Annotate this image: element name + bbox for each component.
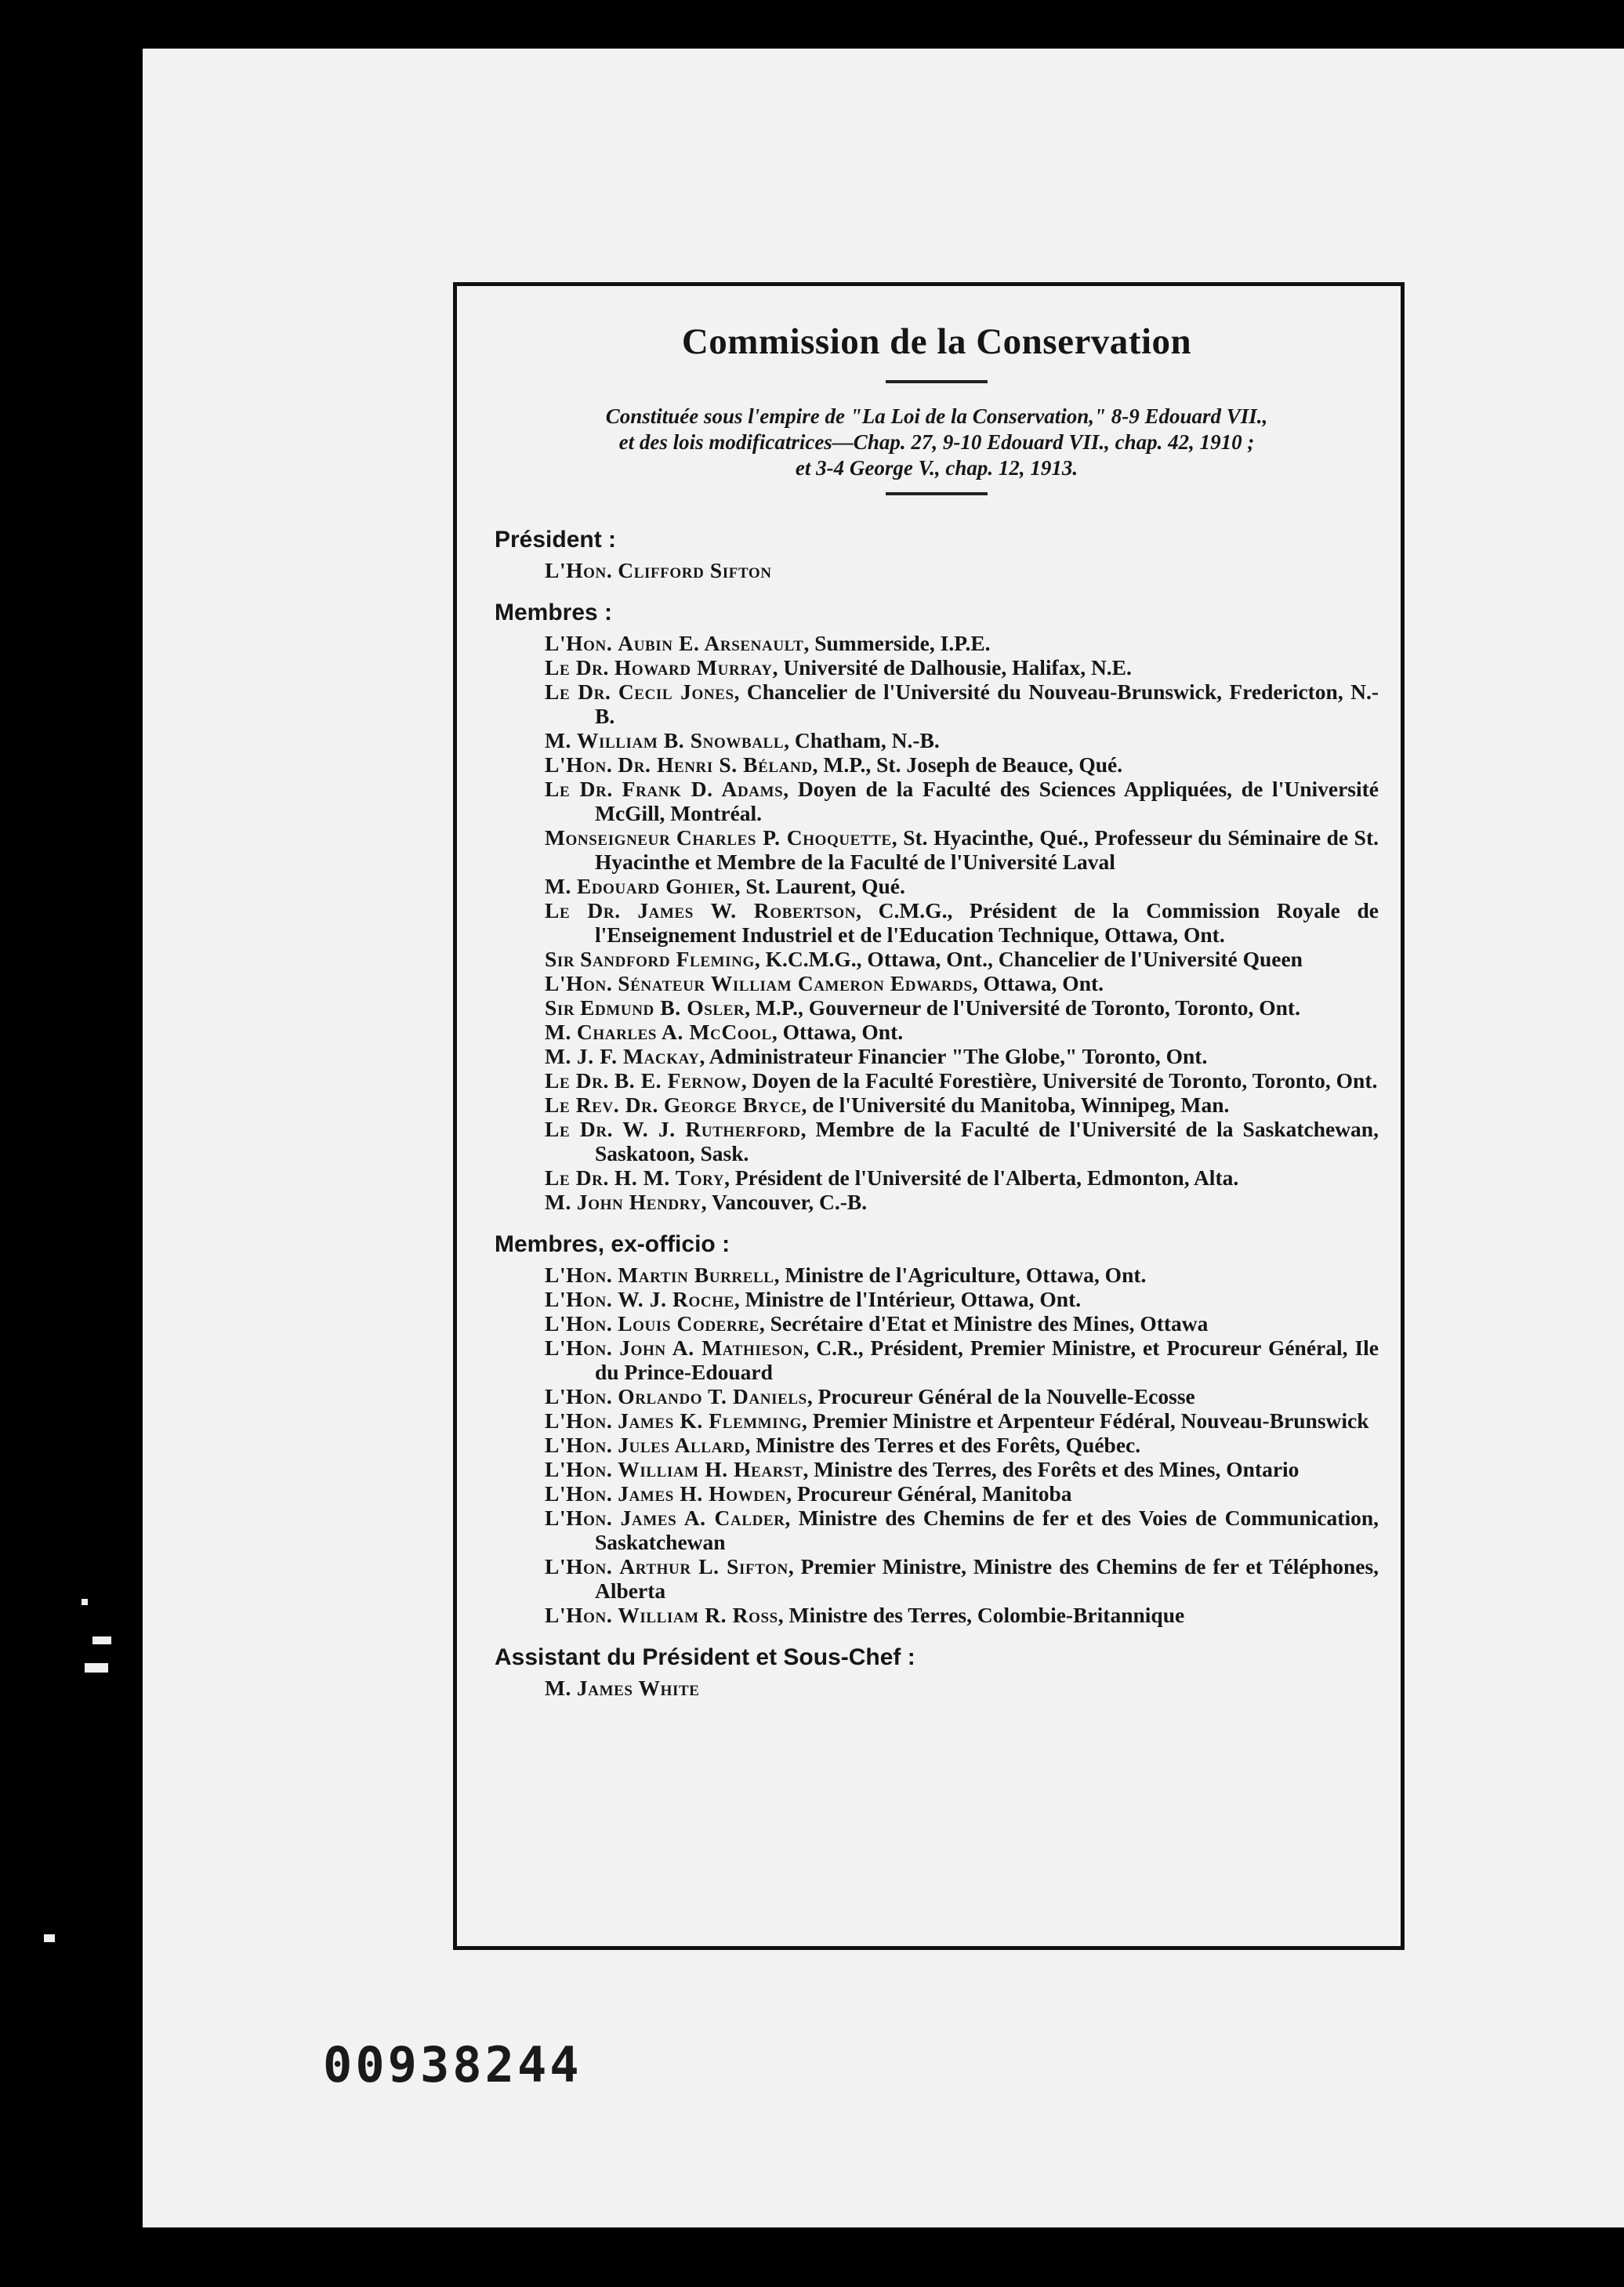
member-details: , M.P., Gouverneur de l'Université de Toronto, Toronto, Ont. <box>745 995 1300 1020</box>
member-entry <box>545 752 1379 777</box>
scan-speck <box>92 1636 111 1644</box>
member-name: Charles A. McCool <box>576 1020 772 1044</box>
member-details: , Premier Ministre et Arpenteur Fédéral, Nouveau-Brunswick <box>802 1408 1369 1433</box>
member-name: Louis Coderre <box>618 1311 759 1336</box>
member-details: , de l'Université du Manitoba, Winnipeg, Man. <box>801 1093 1230 1117</box>
member-entry <box>545 728 1379 752</box>
member-details: , Vancouver, C.-B. <box>701 1190 868 1214</box>
member-title: Le Dr. <box>545 1117 614 1141</box>
member-name: John A. Mathieson <box>619 1336 804 1360</box>
member-entry <box>545 1457 1379 1481</box>
subtitle <box>495 404 1379 481</box>
member-details: , C.M.G., Président de la Commission Royale de l'Enseignement Industriel et de l'Education Technique, Ottawa, Ont. <box>595 898 1379 947</box>
member-details: , C.R., Président, Premier Ministre, et Procureur Général, Ile du Prince-Edouard <box>595 1336 1379 1384</box>
member-details: , Ministre de l'Intérieur, Ottawa, Ont. <box>734 1287 1082 1311</box>
member-title: Le Dr. <box>545 1068 609 1093</box>
member-name: Charles P. Choquette <box>676 825 892 850</box>
member-title: Le Dr. <box>545 898 621 922</box>
member-title: M. <box>545 1020 572 1044</box>
member-details: , M.P., St. Joseph de Beauce, Qué. <box>812 752 1123 777</box>
member-title: L'Hon. <box>545 1554 613 1578</box>
scan-speck <box>85 1663 108 1673</box>
member-title: M. <box>545 1676 572 1700</box>
section-heading: Membres : <box>495 600 613 625</box>
member-details: , Université de Dalhousie, Halifax, N.E. <box>772 655 1132 680</box>
member-details: , Secrétaire d'Etat et Ministre des Mines, Ottawa <box>759 1311 1209 1336</box>
member-title: L'Hon. <box>545 1481 613 1506</box>
member-title: L'Hon. <box>545 971 613 995</box>
member-details: , Ministre des Chemins de fer et des Voies de Communication, Saskatchewan <box>595 1506 1379 1554</box>
member-title: L'Hon. <box>545 1263 613 1287</box>
member-entry <box>545 558 1379 582</box>
member-details: , Chancelier de l'Université du Nouveau-Brunswick, Fredericton, N.-B. <box>595 680 1379 728</box>
member-details: , Chatham, N.-B. <box>784 728 940 752</box>
member-entry <box>545 1165 1379 1190</box>
member-entry <box>545 1020 1379 1044</box>
member-details: , Président de l'Université de l'Alberta, Edmonton, Alta. <box>724 1165 1239 1190</box>
member-entry <box>545 825 1379 874</box>
member-name: Martin Burrell <box>618 1263 774 1287</box>
scan-speck <box>44 1934 55 1942</box>
member-title: M. <box>545 1044 572 1068</box>
member-details: , St. Hyacinthe, Qué., Professeur du Séminaire de St. Hyacinthe et Membre de la Faculté de l'Université Laval <box>595 825 1379 874</box>
member-name: Sénateur William Cameron Edwards <box>618 971 973 995</box>
member-entry <box>545 1554 1379 1603</box>
member-name: Clifford Sifton <box>618 558 772 582</box>
member-title: Sir <box>545 995 575 1020</box>
member-title: L'Hon. <box>545 1311 613 1336</box>
member-details: , Ottawa, Ont. <box>771 1020 904 1044</box>
member-details: , Ministre des Terres, Colombie-Britannique <box>778 1603 1185 1627</box>
member-title: Monseigneur <box>545 825 671 850</box>
member-list <box>495 527 1379 1700</box>
member-name: William H. Hearst <box>618 1457 803 1481</box>
member-name: W. J. Rutherford <box>622 1117 801 1141</box>
member-title: L'Hon. <box>545 1457 613 1481</box>
member-name: William B. Snowball <box>576 728 785 752</box>
member-name: James A. Calder <box>620 1506 785 1530</box>
member-details: , Ottawa, Ont. <box>972 971 1104 995</box>
member-details: , Ministre des Terres et des Forêts, Québec. <box>745 1433 1141 1457</box>
member-entry <box>545 680 1379 728</box>
section-heading: Membres, ex-officio : <box>495 1231 730 1257</box>
member-entry <box>545 1044 1379 1068</box>
title-rule <box>886 380 988 383</box>
member-entry <box>545 1190 1379 1214</box>
member-title: Le Rev. Dr. <box>545 1093 658 1117</box>
member-entry <box>545 1311 1379 1336</box>
member-entry <box>545 777 1379 825</box>
member-name: James W. Robertson <box>637 898 857 922</box>
member-entry <box>545 1408 1379 1433</box>
member-entry <box>545 1117 1379 1165</box>
member-entry <box>545 1481 1379 1506</box>
member-title: Le Dr. <box>545 777 613 801</box>
member-details: , K.C.M.G., Ottawa, Ont., Chancelier de l'Université Queen <box>754 947 1303 971</box>
member-name: J. F. Mackay <box>576 1044 700 1068</box>
member-entry <box>545 655 1379 680</box>
member-title: L'Hon. <box>545 752 613 777</box>
member-name: Aubin E. Arsenault <box>618 631 804 655</box>
member-details: , Doyen de la Faculté des Sciences Appliquées, de l'Université McGill, Montréal. <box>595 777 1379 825</box>
member-entry <box>545 631 1379 655</box>
member-entry <box>545 898 1379 947</box>
member-name: Howard Murray <box>614 655 773 680</box>
section-heading: Assistant du Président et Sous-Chef : <box>495 1644 915 1670</box>
member-entry <box>545 1068 1379 1093</box>
member-title: M. <box>545 728 572 752</box>
member-name: James H. Howden <box>618 1481 787 1506</box>
member-name: Edouard Gohier <box>576 874 735 898</box>
member-title: L'Hon. <box>545 1506 613 1530</box>
member-entry <box>545 971 1379 995</box>
member-title: L'Hon. <box>545 1408 613 1433</box>
subtitle-line: et des lois modificatrices—Chap. 27, 9-10 Edouard VII., chap. 42, 1910 ; <box>618 430 1255 454</box>
member-entry <box>545 1676 1379 1700</box>
member-details: , Premier Ministre, Ministre des Chemins de fer et Téléphones, Alberta <box>595 1554 1379 1603</box>
member-title: L'Hon. <box>545 1603 613 1627</box>
member-name: James K. Flemming <box>618 1408 802 1433</box>
member-name: H. M. Tory <box>614 1165 725 1190</box>
member-title: Sir <box>545 947 575 971</box>
member-entry <box>545 1384 1379 1408</box>
archive-stamp: 00938244 <box>323 2036 582 2093</box>
member-title: L'Hon. <box>545 631 613 655</box>
subtitle-line: Constituée sous l'empire de "La Loi de la Conservation," 8-9 Edouard VII., <box>605 404 1268 428</box>
member-name: W. J. Roche <box>618 1287 734 1311</box>
member-title: L'Hon. <box>545 1384 613 1408</box>
member-name: Frank D. Adams <box>622 777 784 801</box>
member-title: Le Dr. <box>545 655 609 680</box>
member-title: M. <box>545 1190 572 1214</box>
member-details: , Procureur Général, Manitoba <box>786 1481 1072 1506</box>
member-title: L'Hon. <box>545 1336 613 1360</box>
subtitle-line: et 3-4 George V., chap. 12, 1913. <box>795 456 1078 480</box>
member-details: , Membre de la Faculté de l'Université de la Saskatchewan, Saskatoon, Sask. <box>595 1117 1379 1165</box>
subtitle-rule <box>886 492 988 495</box>
member-entry <box>545 995 1379 1020</box>
member-details: , Doyen de la Faculté Forestière, Université de Toronto, Toronto, Ont. <box>741 1068 1378 1093</box>
member-entry <box>545 1433 1379 1457</box>
page-title: Commission de la Conservation <box>681 321 1192 362</box>
member-details: , St. Laurent, Qué. <box>734 874 905 898</box>
member-entry <box>545 1603 1379 1627</box>
member-name: George Bryce <box>663 1093 802 1117</box>
member-title: L'Hon. <box>545 558 613 582</box>
member-details: , Ministre des Terres, des Forêts et des Mines, Ontario <box>803 1457 1300 1481</box>
member-name: William R. Ross <box>618 1603 778 1627</box>
member-details: , Administrateur Financier "The Globe," Toronto, Ont. <box>699 1044 1208 1068</box>
member-name: John Hendry <box>576 1190 701 1214</box>
member-entry <box>545 874 1379 898</box>
member-title: M. <box>545 874 572 898</box>
member-entry <box>545 1506 1379 1554</box>
member-name: Edmund B. Osler <box>580 995 745 1020</box>
member-entry <box>545 1287 1379 1311</box>
member-title: L'Hon. <box>545 1433 613 1457</box>
member-entry <box>545 1336 1379 1384</box>
member-details: , Ministre de l'Agriculture, Ottawa, Ont. <box>774 1263 1147 1287</box>
member-name: Arthur L. Sifton <box>619 1554 788 1578</box>
member-title: Le Dr. <box>545 1165 609 1190</box>
member-title: L'Hon. <box>545 1287 613 1311</box>
member-details: , Procureur Général de la Nouvelle-Ecosse <box>807 1384 1195 1408</box>
member-name: James White <box>576 1676 700 1700</box>
member-details: , Summerside, I.P.E. <box>803 631 991 655</box>
member-entry <box>545 1263 1379 1287</box>
member-name: Orlando T. Daniels <box>618 1384 807 1408</box>
member-name: Jules Allard <box>618 1433 745 1457</box>
scan-speck <box>82 1599 88 1605</box>
member-name: B. E. Fernow <box>614 1068 741 1093</box>
member-name: Cecil Jones <box>618 680 734 704</box>
member-name: Sandford Fleming <box>580 947 755 971</box>
member-name: Dr. Henri S. Béland <box>618 752 813 777</box>
member-entry <box>545 1093 1379 1117</box>
text-frame <box>453 282 1405 1950</box>
section-heading: Président : <box>495 527 617 553</box>
member-entry <box>545 947 1379 971</box>
member-title: Le Dr. <box>545 680 611 704</box>
